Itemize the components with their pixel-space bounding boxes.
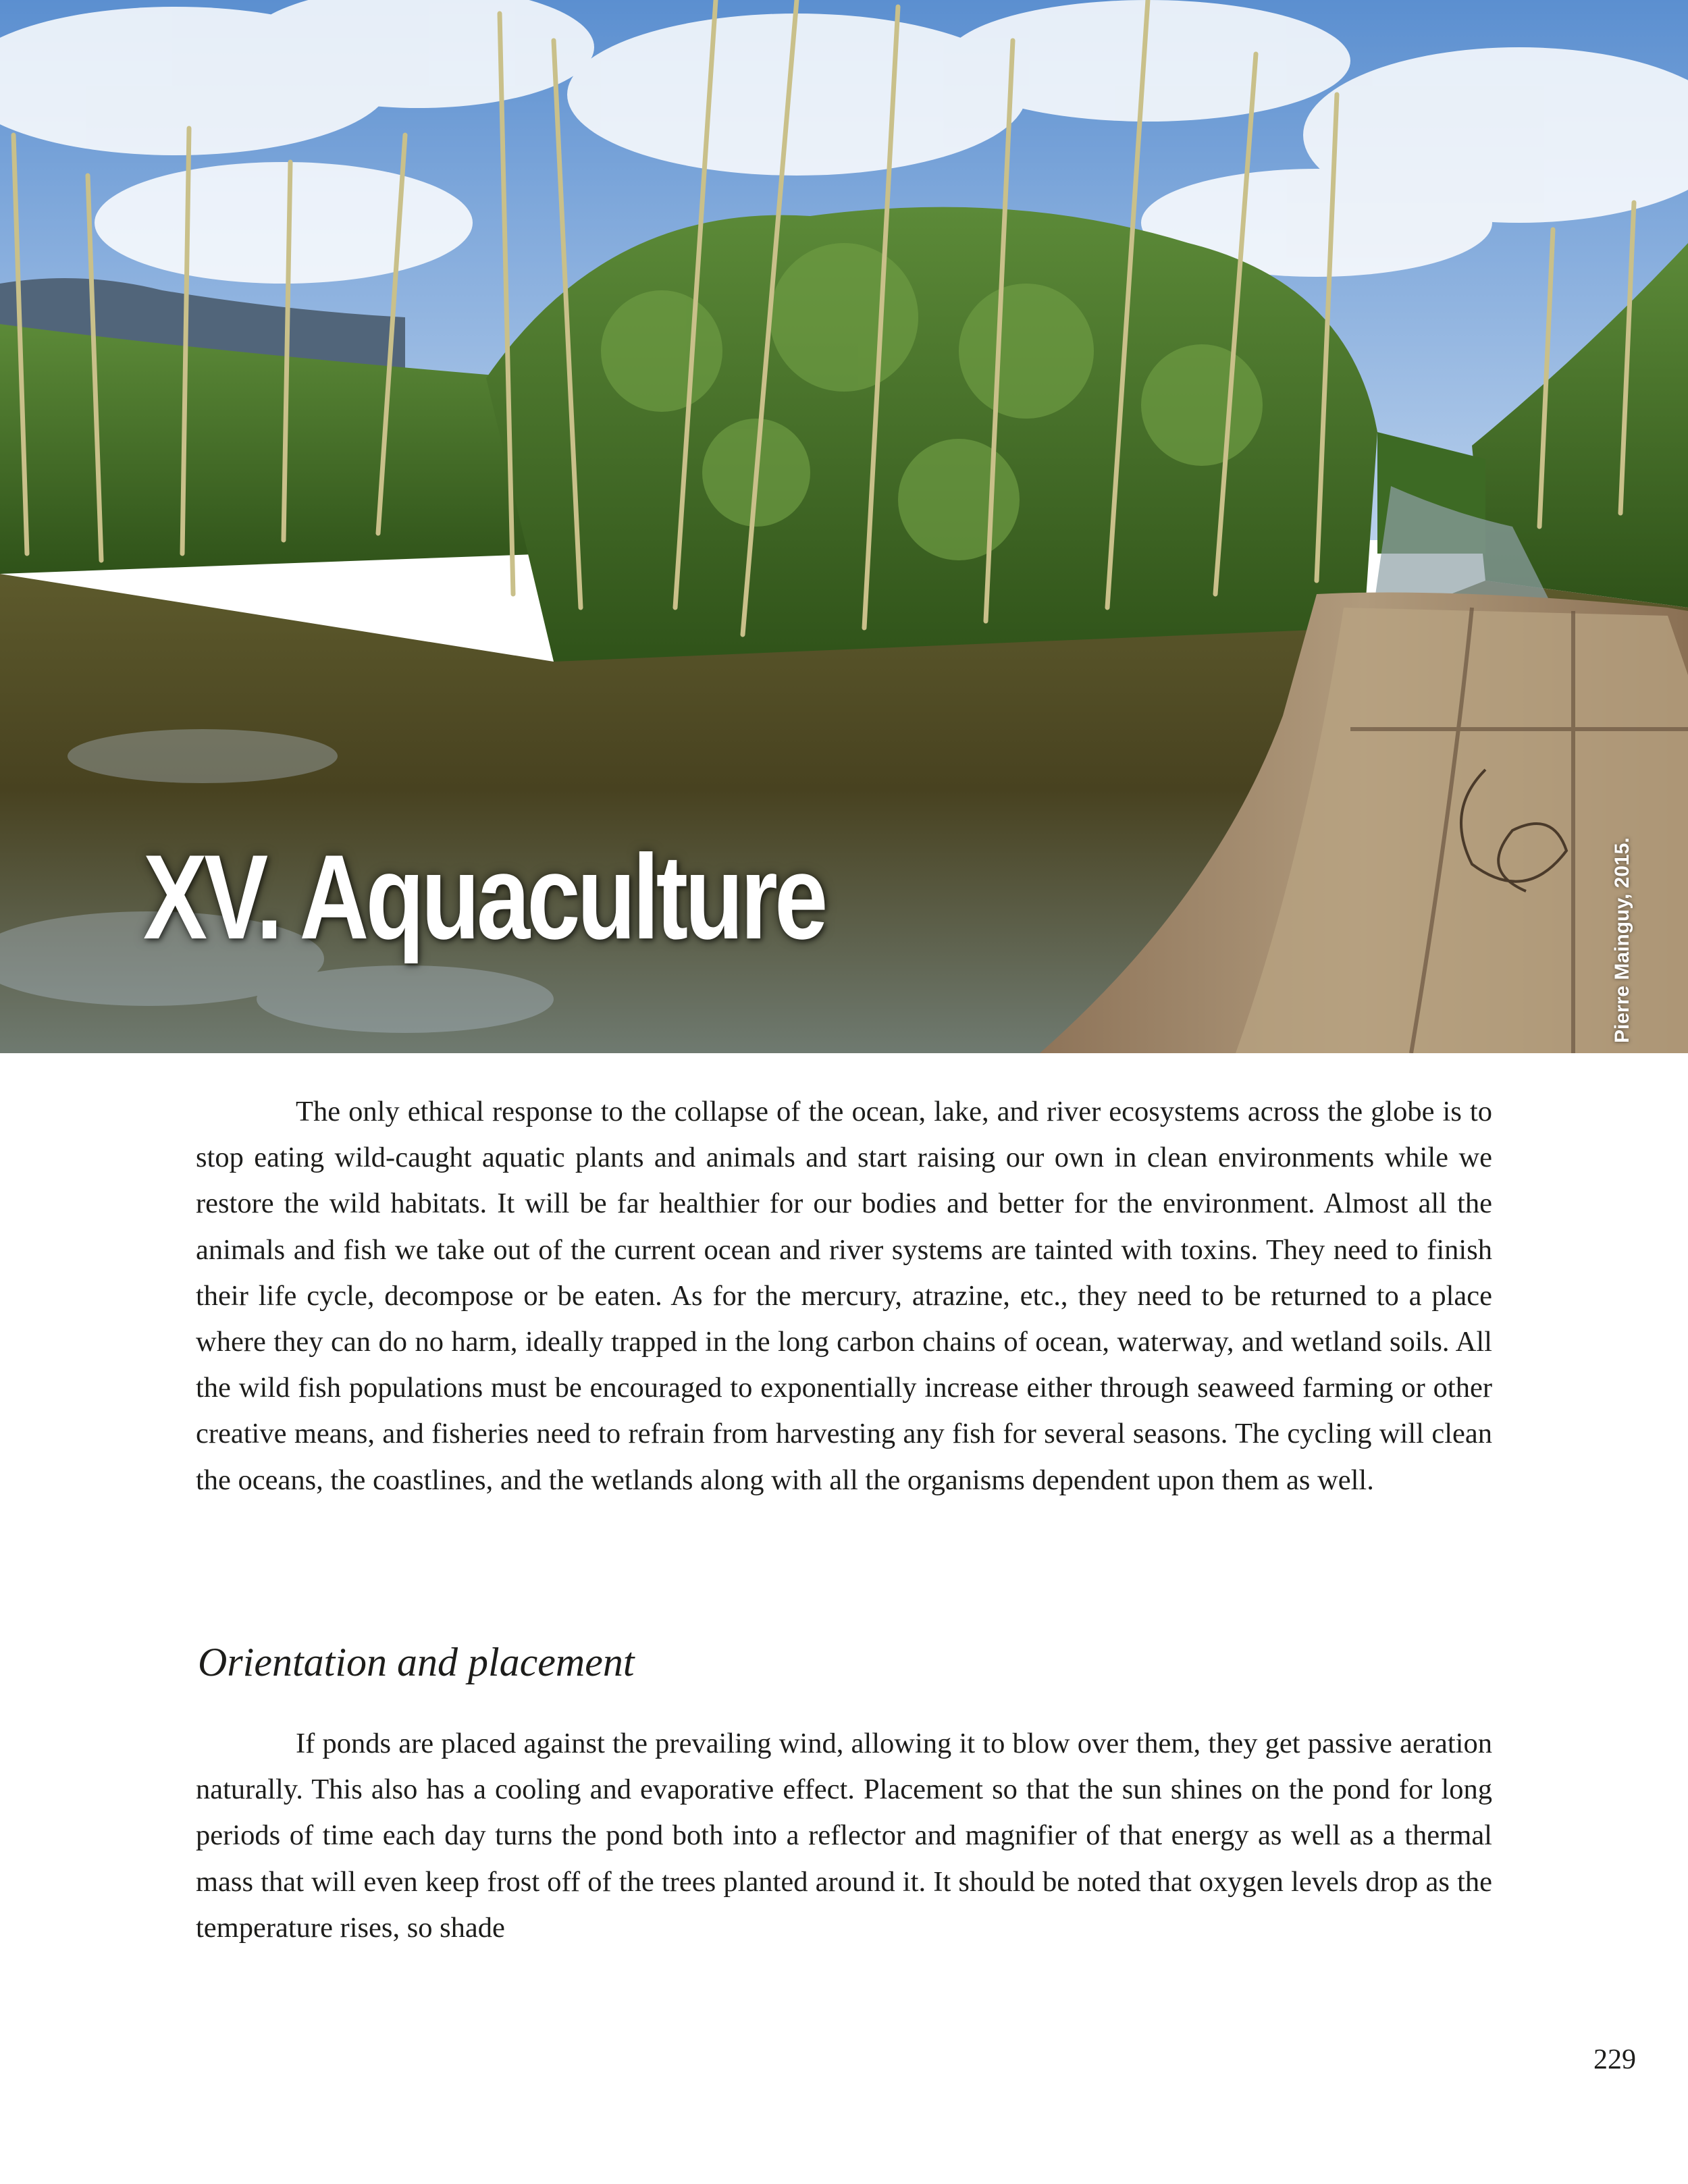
chapter-title: XV. Aquaculture: [143, 830, 825, 964]
hero-photo: [0, 0, 1688, 1053]
intro-paragraph: The only ethical response to the collapse of the ocean, lake, and river ecosystems across the globe is to stop eating wild-caught aquatic plants and animals and start raising our own in clean environments while we restore the wild habitats. It will be far healthier for our bodies and better for the environment. Almost all the animals and fish we take out of the current ocean and river systems are tainted with toxins. They need to finish their life cycle, decompose or be eaten. As for the mercury, atrazine, etc., they need to be returned to a place where they can do no harm, ideally trapped in the long carbon chains of ocean, waterway, and wetland soils. All the wild fish populations must be encouraged to exponentially increase either through seaweed farming or other creative means, and fisheries need to refrain from harvesting any fish for several seasons. The cycling will clean the oceans, the coastlines, and the wetlands along with all the organisms dependent upon them as well.: [196, 1096, 1492, 1496]
photo-credit: Pierre Mainguy, 2015.: [1611, 837, 1633, 1043]
section-heading: Orientation and placement: [198, 1640, 635, 1684]
orientation-paragraph: If ponds are placed against the prevailing wind, allowing it to blow over them, they get passive aeration naturally. This also has a cooling and evaporative effect. Placement so that the sun shines on the pond for long periods of time each day turns the pond both into a reflector and magnifier of that energy as well as a thermal mass that will even keep frost off of the trees planted around it. It should be noted that oxygen levels drop as the temperature rises, so shade: [196, 1728, 1492, 1944]
page-number: 229: [1593, 2044, 1636, 2075]
